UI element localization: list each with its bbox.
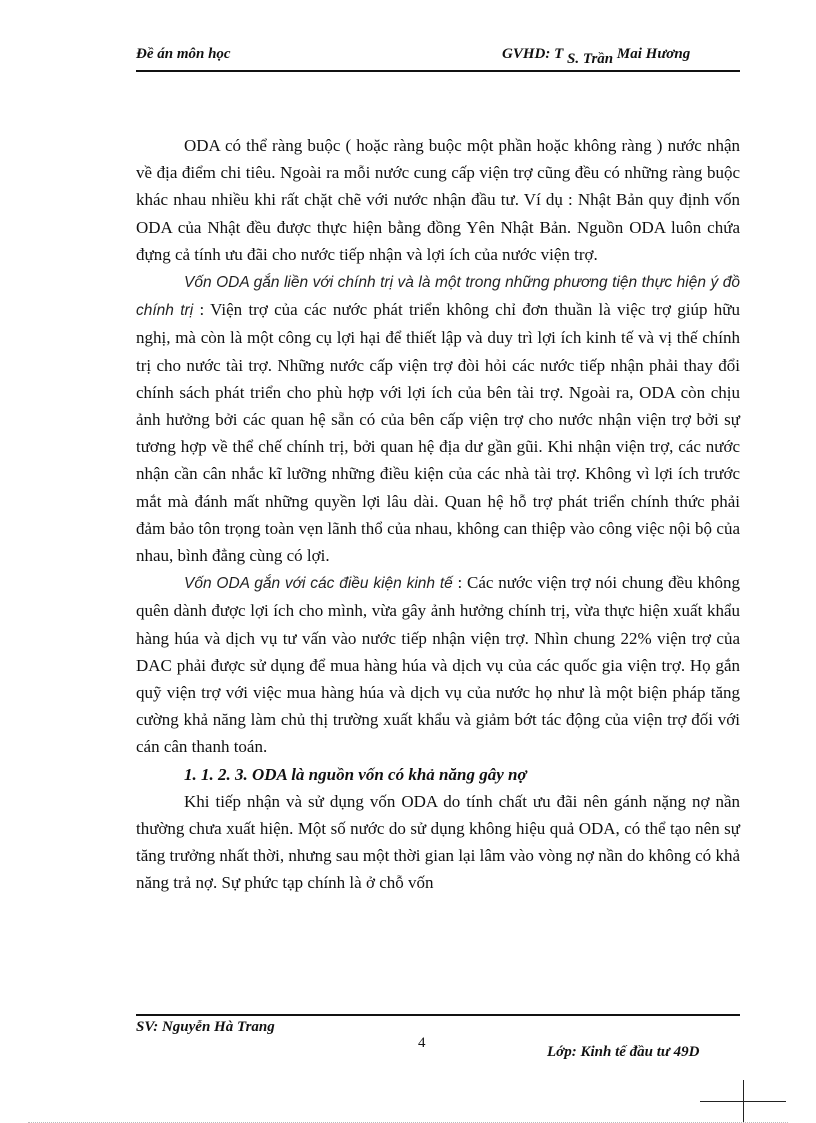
header-right-prefix: GVHD: T <box>502 46 564 62</box>
section-heading: 1. 1. 2. 3. ODA là nguồn vốn có khả năng gây nợ <box>184 764 527 784</box>
paragraph-2 <box>136 268 740 569</box>
header-right <box>502 46 691 67</box>
page-number: 4 <box>418 1035 426 1051</box>
footer-student: SV: Nguyễn Hà Trang <box>136 1019 275 1035</box>
paragraph-3-text: : Các nước viện trợ nói chung đều không quên dành được lợi ích cho mình, vừa gây ảnh hưởng chính trị, vừa thực hiện xuất khẩu hàng húa và dịch vụ tư vấn vào nước tiếp nhận viện trợ. Nhìn chung 22% viện trợ của DAC phải được sử dụng để mua hàng húa và dịch vụ của các quốc gia viện trợ. Họ gắn quỹ viện trợ với việc mua hàng húa và dịch vụ của nước họ như là một biện pháp tăng cường khả năng làm chủ thị trường xuất khẩu và giảm bớt tác động của viện trợ đối với cán cân thanh toán. <box>136 573 740 757</box>
paragraph-4: Khi tiếp nhận và sử dụng vốn ODA do tính chất ưu đãi nên gánh nặng nợ nần thường chưa xuất hiện. Một số nước do sử dụng không hiệu quả ODA, có thể tạo nên sự tăng trưởng nhất thời, nhưng sau một thời gian lại lâm vào vòng nợ nần do không có khả năng trả nợ. Sự phức tạp chính là ở chỗ vốn <box>136 791 740 893</box>
header-right-suffix: Mai Hương <box>613 46 691 62</box>
paragraph-2-lead: Vốn ODA gắn liền với chính trị và là một trong những phương tiện thực hiện ý đồ chính trị <box>136 274 740 320</box>
paragraph-1: ODA có thể ràng buộc ( hoặc ràng buộc một phần hoặc không ràng ) nước nhận về địa điểm chi tiêu. Ngoài ra mỗi nước cung cấp viện trợ cũng đều có những ràng buộc khác nhau nhiều khi rất chặt chẽ với nước nhận đầu tư. Ví dụ : Nhật Bản quy định vốn ODA của Nhật đều được thực hiện bằng đồng Yên Nhật Bản. Nguồn ODA luôn chứa đựng cả tính ưu đãi cho nước tiếp nhận và lợi ích của nước viện trợ. <box>136 136 740 264</box>
footer-class: Lớp: Kinh tế đầu tư 49D <box>547 1044 700 1060</box>
corner-mark-horizontal <box>700 1101 786 1102</box>
header-left: Đề án môn học <box>136 46 231 62</box>
document-body <box>136 132 740 897</box>
paragraph-2-text: : Viện trợ của các nước phát triển không chỉ đơn thuần là việc trợ giúp hữu nghị, mà còn là một công cụ lợi hại để thiết lập và duy trì lợi ích kinh tế và vị thế chính trị cho nước tài trợ. Những nước cấp viện trợ đòi hỏi các nước tiếp nhận phải thay đổi chính sách phát triển cho phù hợp với lợi ích của bên tài trợ. Ngoài ra, ODA còn chịu ảnh hưởng bởi các quan hệ sẵn có của bên cấp viện trợ cho nước nhận viện trợ bởi sự tương hợp về thể chế chính trị, bởi quan hệ địa dư gần gũi. Khi nhận viện trợ, các nước nhận cần cân nhắc kĩ lưỡng những điều kiện của các nhà tài trợ. Không vì lợi ích trước mắt mà đánh mất những quyền lợi lâu dài. Quan hệ hỗ trợ phát triển chính thức phải đảm bảo tôn trọng toàn vẹn lãnh thổ của nhau, không can thiệp vào công việc nội bộ của nhau, bình đẳng cùng có lợi. <box>136 300 740 566</box>
header-rule <box>136 70 740 72</box>
footer-rule <box>136 1014 740 1016</box>
paragraph-3 <box>136 569 740 760</box>
paragraph-3-lead: Vốn ODA gắn với các điều kiện kinh tế <box>184 575 453 593</box>
header-right-sub: S. Trần <box>567 51 614 67</box>
